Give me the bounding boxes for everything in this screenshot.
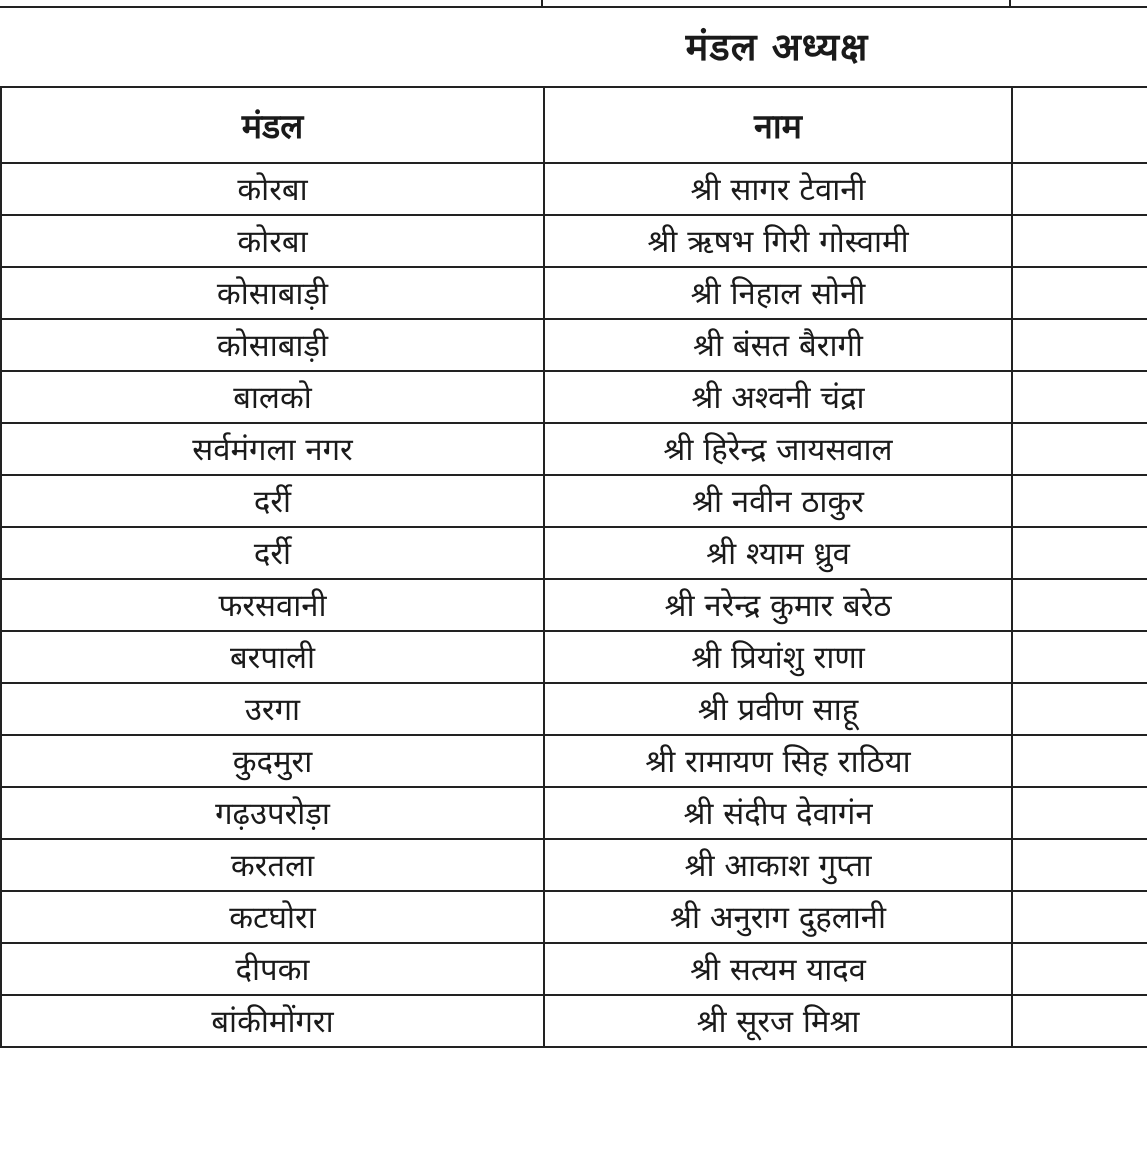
- table-row: [1, 787, 1147, 839]
- previous-table-divider: [1009, 0, 1011, 8]
- extra-cell: [1012, 891, 1147, 943]
- name-cell: श्री हिरेन्द्र जायसवाल: [544, 423, 1012, 475]
- table-row: [1, 163, 1147, 215]
- name-cell: श्री आकाश गुप्ता: [544, 839, 1012, 891]
- extra-cell: [1012, 995, 1147, 1047]
- mandal-cell: कोरबा: [1, 215, 544, 267]
- mandal-cell: सर्वमंगला नगर: [1, 423, 544, 475]
- extra-cell: [1012, 163, 1147, 215]
- name-cell: श्री प्रियांशु राणा: [544, 631, 1012, 683]
- page-title: मंडल अध्यक्ष: [685, 25, 869, 69]
- column-header-mandal: मंडल: [1, 87, 544, 163]
- extra-cell: [1012, 527, 1147, 579]
- mandal-cell: कोसाबाड़ी: [1, 319, 544, 371]
- table-row: [1, 631, 1147, 683]
- mandal-cell: उरगा: [1, 683, 544, 735]
- name-cell: श्री रामायण सिह राठिया: [544, 735, 1012, 787]
- extra-cell: [1012, 423, 1147, 475]
- table-header-row: [1, 87, 1147, 163]
- mandal-cell: बालको: [1, 371, 544, 423]
- extra-cell: [1012, 371, 1147, 423]
- name-cell: श्री नरेन्द्र कुमार बरेठ: [544, 579, 1012, 631]
- extra-cell: [1012, 215, 1147, 267]
- column-header-extra: [1012, 87, 1147, 163]
- table-row: [1, 215, 1147, 267]
- mandal-cell: फरसवानी: [1, 579, 544, 631]
- mandal-cell: करतला: [1, 839, 544, 891]
- table-row: [1, 943, 1147, 995]
- table-row: [1, 423, 1147, 475]
- table-row: [1, 891, 1147, 943]
- name-cell: श्री श्याम ध्रुव: [544, 527, 1012, 579]
- table-row: [1, 579, 1147, 631]
- mandal-cell: गढ़उपरोड़ा: [1, 787, 544, 839]
- name-cell: श्री सागर टेवानी: [544, 163, 1012, 215]
- name-cell: श्री नवीन ठाकुर: [544, 475, 1012, 527]
- previous-table-edge: [0, 0, 1147, 8]
- name-cell: श्री संदीप देवागंन: [544, 787, 1012, 839]
- extra-cell: [1012, 579, 1147, 631]
- previous-table-divider: [541, 0, 543, 8]
- name-cell: श्री सत्यम यादव: [544, 943, 1012, 995]
- column-header-name: नाम: [544, 87, 1012, 163]
- name-cell: श्री प्रवीण साहू: [544, 683, 1012, 735]
- name-cell: श्री अनुराग दुहलानी: [544, 891, 1012, 943]
- extra-cell: [1012, 267, 1147, 319]
- mandal-cell: कुदमुरा: [1, 735, 544, 787]
- table-row: [1, 683, 1147, 735]
- mandal-president-table: [0, 86, 1147, 1048]
- table-row: [1, 371, 1147, 423]
- table-row: [1, 527, 1147, 579]
- mandal-cell: कटघोरा: [1, 891, 544, 943]
- extra-cell: [1012, 943, 1147, 995]
- table-row: [1, 839, 1147, 891]
- mandal-cell: कोरबा: [1, 163, 544, 215]
- extra-cell: [1012, 319, 1147, 371]
- extra-cell: [1012, 475, 1147, 527]
- extra-cell: [1012, 735, 1147, 787]
- name-cell: श्री ऋषभ गिरी गोस्वामी: [544, 215, 1012, 267]
- extra-cell: [1012, 839, 1147, 891]
- table-body: [1, 163, 1147, 1047]
- mandal-cell: बांकीमोंगरा: [1, 995, 544, 1047]
- table-row: [1, 735, 1147, 787]
- mandal-cell: दर्री: [1, 475, 544, 527]
- name-cell: श्री अश्वनी चंद्रा: [544, 371, 1012, 423]
- name-cell: श्री बंसत बैरागी: [544, 319, 1012, 371]
- extra-cell: [1012, 631, 1147, 683]
- table-row: [1, 267, 1147, 319]
- table-row: [1, 475, 1147, 527]
- mandal-cell: कोसाबाड़ी: [1, 267, 544, 319]
- name-cell: श्री निहाल सोनी: [544, 267, 1012, 319]
- mandal-cell: बरपाली: [1, 631, 544, 683]
- mandal-cell: दर्री: [1, 527, 544, 579]
- extra-cell: [1012, 787, 1147, 839]
- extra-cell: [1012, 683, 1147, 735]
- table-row: [1, 995, 1147, 1047]
- table-row: [1, 319, 1147, 371]
- name-cell: श्री सूरज मिश्रा: [544, 995, 1012, 1047]
- mandal-cell: दीपका: [1, 943, 544, 995]
